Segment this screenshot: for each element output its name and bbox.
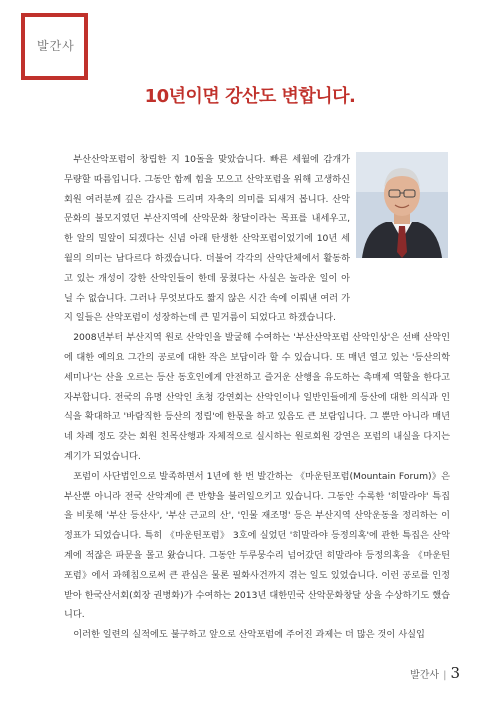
page-footer xyxy=(410,664,460,682)
section-label-box xyxy=(21,13,88,80)
footer-separator: | xyxy=(443,670,447,681)
paragraph-4: 이러한 일련의 실적에도 불구하고 앞으로 산악포럼에 주어진 과제는 더 많은 것이 사실입 xyxy=(73,629,425,641)
page-number: 3 xyxy=(450,664,460,682)
section-label: 발간사 xyxy=(37,39,75,53)
paragraph-1: 부산산악포럼이 창립한 지 10돌을 맞았습니다. 빠른 세월에 감개가 무량할 따름입니다. 그동안 함께 힘을 모으고 산악포럼을 위해 고생하신 회원 여러분께 깊은 감사를 드리며 자축의 의미를 되새겨 봅니다. 산악문화의 불모지였던 부산지역에 산악문화 창달이라는 목표를 내세우고, 한 알의 밀알이 되겠다는 신념 아래 탄생한 산악포럼이었기에 10년 세월의 의미는 남다르다 하겠습니다. 더불어 각각의 산악단체에서 활동하고 있는 개성이 강한 산악인들이 한데 뭉쳤다는 사실은 놀라운 일이 아닐 수 없습니다. 그러나 무엇보다도 짧지 않은 시간 속에 이뤄낸 여러 가지 일들은 산악포럼이 성장하는데 큰 밑거름이 되었다고 하겠습니다. xyxy=(64,154,350,324)
article-body xyxy=(64,150,450,645)
footer-section-label: 발간사 xyxy=(410,670,440,681)
paragraph-2: 2008년부터 부산지역 원로 산악인을 발굴해 수여하는 '부산산악포럼 산악인상'은 선배 산악인에 대한 예의요 그간의 공로에 대한 작은 보답이라 할 수 있습니다. 또 매년 열고 있는 '등산의학 세미나'는 산을 오르는 등산 동호인에게 안전하고 즐거운 산행을 유도하는 촉매제 역할을 한다고 자부합니다. 전국의 유명 산악인 초청 강연회는 산악인이나 일반인들에게 등산에 대한 의식과 인식을 확대하고 '바람직한 등산의 정립'에 한몫을 하고 있음도 큰 보람입니다. 그 뿐만 아니라 매년 네 차례 정도 갖는 회원 친목산행과 자체적으로 실시하는 원로회원 강연은 포럼의 내실을 다지는 계기가 되었습니다. xyxy=(64,332,450,462)
paragraph-3: 포럼이 사단법인으로 발족하면서 1년에 한 번 발간하는 《마운틴포럼(Mountain Forum)》은 부산뿐 아니라 전국 산악계에 큰 반향을 불러일으키고 있습니다. 그동안 수록한 '히말라야' 특집을 비롯해 '부산 등산사', '부산 근교의 산', '인물 재조명' 등은 부산지역 산악운동을 정리하는 이정표가 되었습니다. 특히 《마운틴포럼》 3호에 실었던 '히말라야 등정의혹'에 관한 특집은 산악계에 적잖은 파문을 몰고 왔습니다. 그동안 두루뭉수리 넘어갔던 히말라야 등정의혹을 《마운틴포럼》에서 과헤침으로써 큰 관심은 물론 필화사건까지 겪는 일도 있었습니다. 이런 공로를 인정받아 한국산서회(회장 권병화)가 수여하는 2013년 대한민국 산악문화창달 상을 수상하기도 했습니다. xyxy=(64,470,450,621)
article-title: 10년이면 강산도 변합니다. xyxy=(144,86,356,107)
